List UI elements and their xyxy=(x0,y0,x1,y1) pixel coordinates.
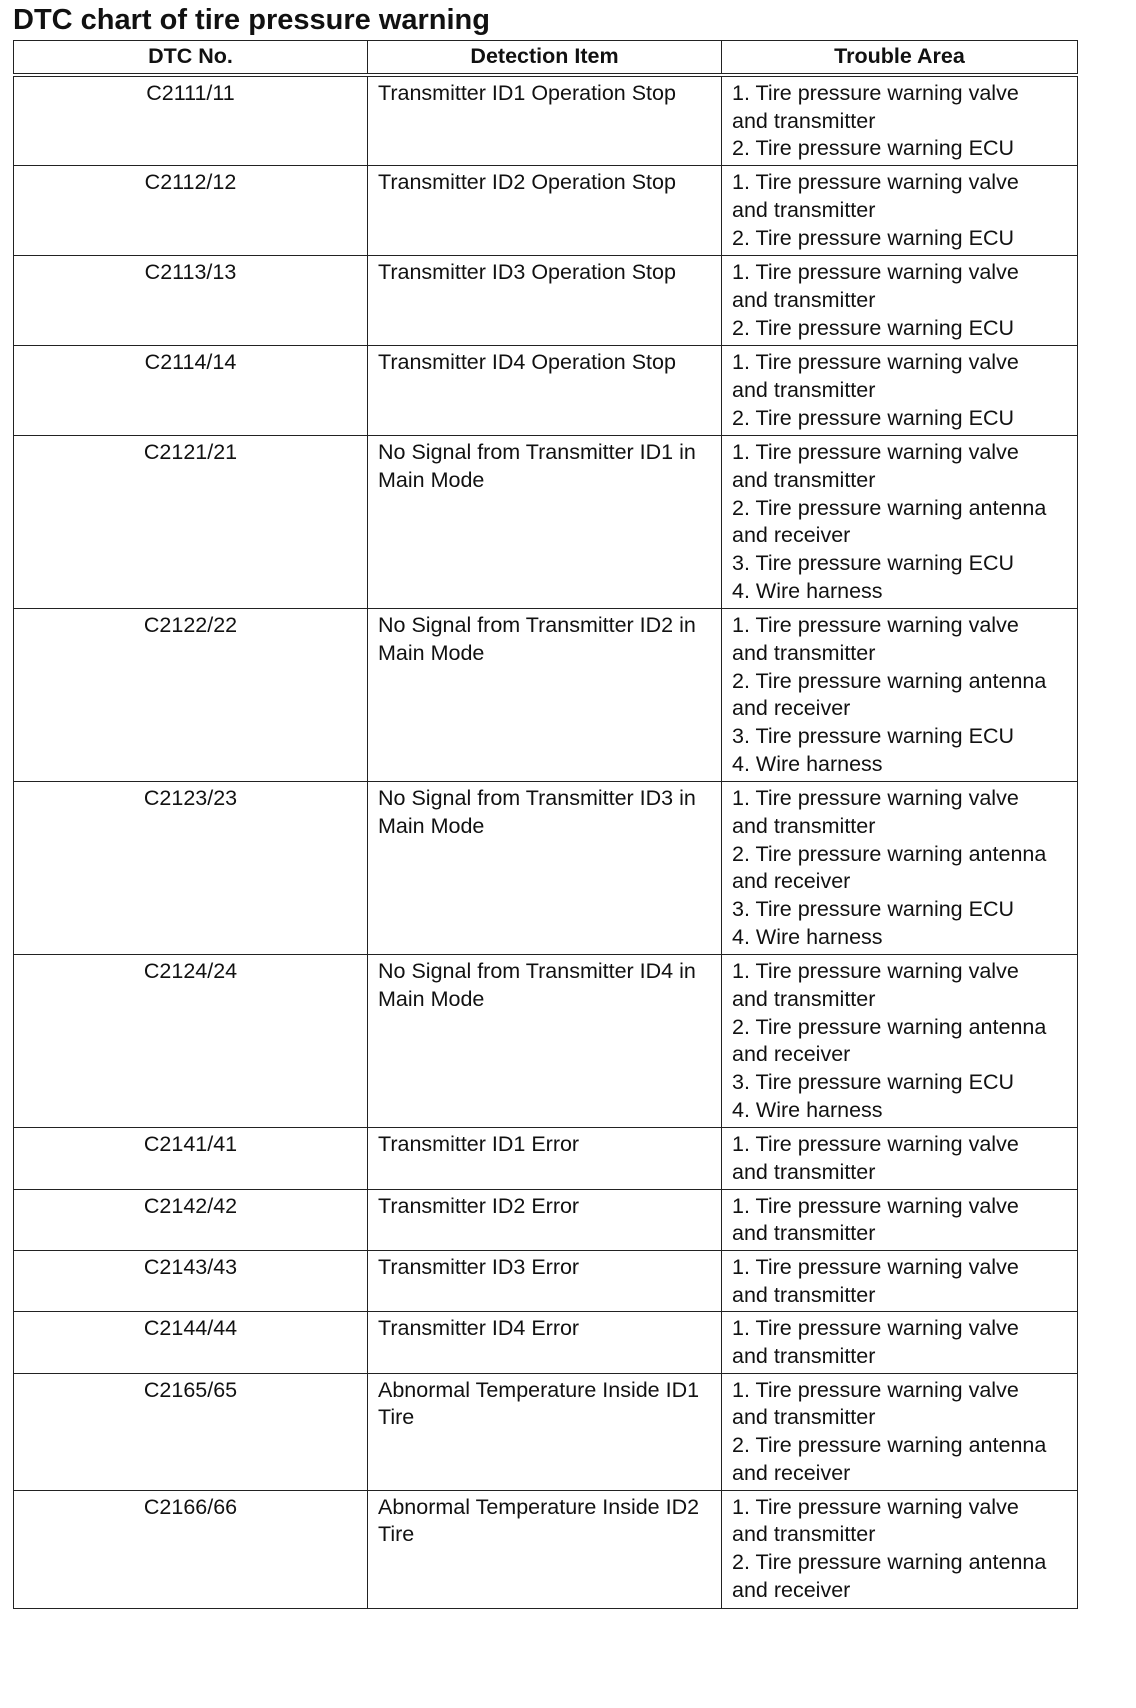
trouble-area-cell xyxy=(722,75,1078,166)
table-row xyxy=(14,1373,1078,1490)
detection-item-cell: Transmitter ID4 Error xyxy=(368,1312,722,1373)
trouble-area-line: 4. Wire harness xyxy=(732,578,883,603)
trouble-area-line: 2. Tire pressure warning antenna xyxy=(732,495,1047,520)
trouble-area-line: 4. Wire harness xyxy=(732,751,883,776)
trouble-area-line: 3. Tire pressure warning ECU xyxy=(732,896,1014,921)
dtc-code-cell: C2111/11 xyxy=(14,75,368,166)
table-row xyxy=(14,782,1078,955)
trouble-area-line: and receiver xyxy=(732,869,851,894)
trouble-area-cell xyxy=(722,346,1078,436)
trouble-area-line: 1. Tire pressure warning valve xyxy=(732,786,1019,811)
table-row xyxy=(14,1250,1078,1311)
trouble-area-line: and transmitter xyxy=(732,1344,876,1369)
dtc-code-cell: C2165/65 xyxy=(14,1373,368,1490)
detection-item-cell: Transmitter ID1 Error xyxy=(368,1128,722,1189)
trouble-area-line: 1. Tire pressure warning valve xyxy=(732,1193,1019,1218)
trouble-area-line: 1. Tire pressure warning valve xyxy=(732,81,1019,105)
trouble-area-line: 2. Tire pressure warning ECU xyxy=(732,225,1014,250)
table-body xyxy=(14,75,1078,1608)
table-row xyxy=(14,346,1078,436)
trouble-area-line: 4. Wire harness xyxy=(732,924,883,949)
trouble-area-cell xyxy=(722,1250,1078,1311)
table-row xyxy=(14,955,1078,1128)
table-header-row xyxy=(14,41,1078,76)
header-detection-item: Detection Item xyxy=(368,41,722,76)
trouble-area-line: and receiver xyxy=(732,696,851,721)
trouble-area-line: and transmitter xyxy=(732,1522,876,1547)
trouble-area-line: and transmitter xyxy=(732,1282,876,1307)
dtc-code-cell: C2121/21 xyxy=(14,436,368,609)
trouble-area-line: and transmitter xyxy=(732,287,876,312)
trouble-area-cell xyxy=(722,1490,1078,1608)
trouble-area-cell xyxy=(722,1312,1078,1373)
header-trouble-area: Trouble Area xyxy=(722,41,1078,76)
trouble-area-line: 1. Tire pressure warning valve xyxy=(732,1494,1019,1519)
trouble-area-line: and transmitter xyxy=(732,640,876,665)
trouble-area-line: 2. Tire pressure warning antenna xyxy=(732,668,1047,693)
trouble-area-line: 2. Tire pressure warning ECU xyxy=(732,405,1014,430)
trouble-area-line: and transmitter xyxy=(732,108,876,133)
table-row xyxy=(14,609,1078,782)
trouble-area-line: 1. Tire pressure warning valve xyxy=(732,440,1019,465)
table-row xyxy=(14,256,1078,346)
trouble-area-cell xyxy=(722,782,1078,955)
dtc-code-cell: C2122/22 xyxy=(14,609,368,782)
trouble-area-line: 1. Tire pressure warning valve xyxy=(732,1377,1019,1402)
trouble-area-cell xyxy=(722,1128,1078,1189)
detection-item-cell: Abnormal Temperature Inside ID2 Tire xyxy=(368,1490,722,1608)
trouble-area-line: 2. Tire pressure warning ECU xyxy=(732,136,1014,161)
detection-item-cell: Abnormal Temperature Inside ID1 Tire xyxy=(368,1373,722,1490)
dtc-code-cell: C2142/42 xyxy=(14,1189,368,1250)
trouble-area-cell xyxy=(722,609,1078,782)
table-row xyxy=(14,1128,1078,1189)
trouble-area-line: and transmitter xyxy=(732,197,876,222)
trouble-area-line: 1. Tire pressure warning valve xyxy=(732,959,1019,984)
detection-item-cell: Transmitter ID2 Operation Stop xyxy=(368,166,722,256)
dtc-code-cell: C2114/14 xyxy=(14,346,368,436)
detection-item-cell: No Signal from Transmitter ID2 in Main Mode xyxy=(368,609,722,782)
trouble-area-cell xyxy=(722,1189,1078,1250)
table-row xyxy=(14,75,1078,166)
page-title: DTC chart of tire pressure warning xyxy=(13,4,490,36)
trouble-area-line: and transmitter xyxy=(732,813,876,838)
dtc-code-cell: C2143/43 xyxy=(14,1250,368,1311)
trouble-area-cell xyxy=(722,256,1078,346)
dtc-code-cell: C2113/13 xyxy=(14,256,368,346)
trouble-area-line: 2. Tire pressure warning ECU xyxy=(732,315,1014,340)
table-row xyxy=(14,1312,1078,1373)
trouble-area-line: 3. Tire pressure warning ECU xyxy=(732,1069,1014,1094)
trouble-area-line: 1. Tire pressure warning valve xyxy=(732,1316,1019,1341)
trouble-area-line: 2. Tire pressure warning antenna xyxy=(732,1014,1047,1039)
detection-item-cell: No Signal from Transmitter ID3 in Main Mode xyxy=(368,782,722,955)
dtc-code-cell: C2124/24 xyxy=(14,955,368,1128)
detection-item-cell: Transmitter ID3 Operation Stop xyxy=(368,256,722,346)
trouble-area-line: 3. Tire pressure warning ECU xyxy=(732,723,1014,748)
table-row xyxy=(14,1189,1078,1250)
dtc-code-cell: C2141/41 xyxy=(14,1128,368,1189)
header-dtc-no: DTC No. xyxy=(14,41,368,76)
trouble-area-line: and receiver xyxy=(732,1042,851,1067)
table-row xyxy=(14,166,1078,256)
trouble-area-line: and transmitter xyxy=(732,467,876,492)
table-row xyxy=(14,1490,1078,1608)
trouble-area-line: 1. Tire pressure warning valve xyxy=(732,260,1019,285)
detection-item-cell: Transmitter ID3 Error xyxy=(368,1250,722,1311)
trouble-area-line: and transmitter xyxy=(732,1405,876,1430)
trouble-area-line: 2. Tire pressure warning antenna xyxy=(732,1550,1047,1575)
trouble-area-line: and transmitter xyxy=(732,377,876,402)
trouble-area-line: 1. Tire pressure warning valve xyxy=(732,1254,1019,1279)
dtc-code-cell: C2123/23 xyxy=(14,782,368,955)
dtc-code-cell: C2112/12 xyxy=(14,166,368,256)
trouble-area-line: and receiver xyxy=(732,523,851,548)
trouble-area-line: and transmitter xyxy=(732,1221,876,1246)
trouble-area-line: 3. Tire pressure warning ECU xyxy=(732,550,1014,575)
trouble-area-line: 4. Wire harness xyxy=(732,1097,883,1122)
trouble-area-cell xyxy=(722,166,1078,256)
trouble-area-line: 1. Tire pressure warning valve xyxy=(732,350,1019,375)
dtc-code-cell: C2144/44 xyxy=(14,1312,368,1373)
trouble-area-line: 2. Tire pressure warning antenna xyxy=(732,841,1047,866)
dtc-table xyxy=(13,40,1078,1609)
trouble-area-line: 1. Tire pressure warning valve xyxy=(732,170,1019,195)
detection-item-cell: Transmitter ID4 Operation Stop xyxy=(368,346,722,436)
trouble-area-line: 1. Tire pressure warning valve xyxy=(732,613,1019,638)
trouble-area-cell xyxy=(722,436,1078,609)
trouble-area-line: 1. Tire pressure warning valve xyxy=(732,1132,1019,1157)
trouble-area-line: and transmitter xyxy=(732,986,876,1011)
trouble-area-cell xyxy=(722,1373,1078,1490)
detection-item-cell: Transmitter ID2 Error xyxy=(368,1189,722,1250)
trouble-area-line: and receiver xyxy=(732,1460,851,1485)
detection-item-cell: Transmitter ID1 Operation Stop xyxy=(368,75,722,166)
trouble-area-line: 2. Tire pressure warning antenna xyxy=(732,1433,1047,1458)
detection-item-cell: No Signal from Transmitter ID4 in Main Mode xyxy=(368,955,722,1128)
trouble-area-line: and transmitter xyxy=(732,1159,876,1184)
table-row xyxy=(14,436,1078,609)
trouble-area-cell xyxy=(722,955,1078,1128)
detection-item-cell: No Signal from Transmitter ID1 in Main Mode xyxy=(368,436,722,609)
trouble-area-line: and receiver xyxy=(732,1577,851,1602)
dtc-code-cell: C2166/66 xyxy=(14,1490,368,1608)
